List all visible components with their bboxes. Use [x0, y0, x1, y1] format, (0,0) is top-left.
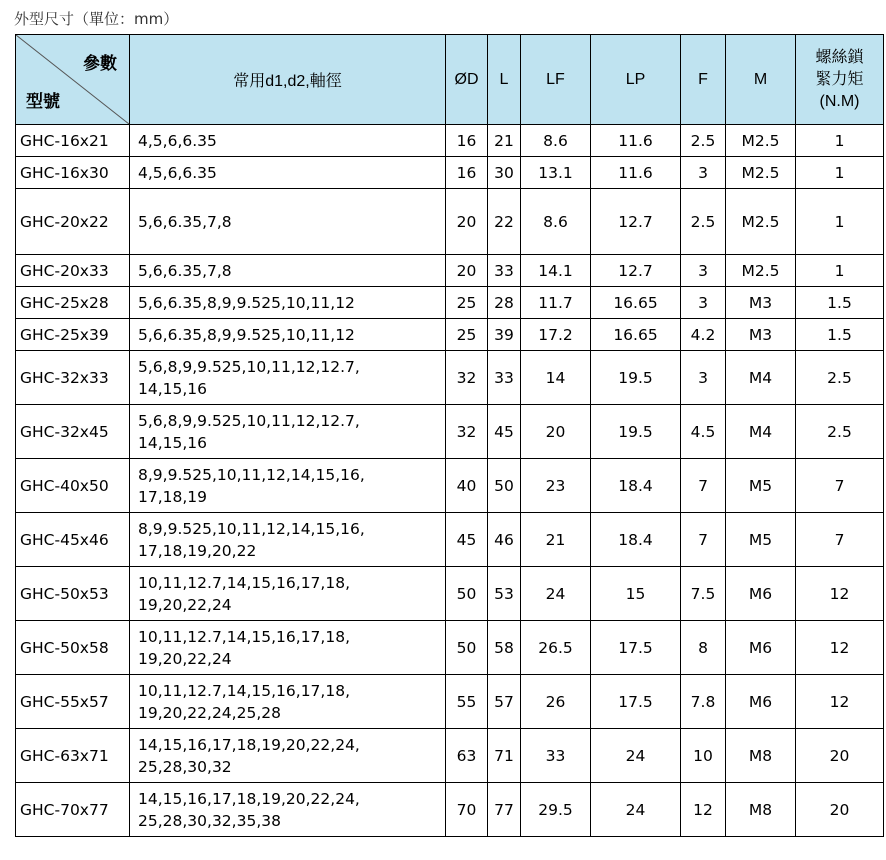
dimension-table — [15, 34, 884, 837]
lp-cell: 11.6 — [591, 125, 681, 157]
torque-cell: 2.5 — [796, 351, 884, 405]
l-cell: 28 — [488, 287, 521, 319]
f-cell: 7 — [681, 459, 726, 513]
f-cell: 2.5 — [681, 189, 726, 255]
shaft-diameters-line1: 5,6,6.35,7,8 — [138, 212, 232, 231]
torque-cell: 7 — [796, 459, 884, 513]
f-cell: 2.5 — [681, 125, 726, 157]
shaft-diameters-cell — [130, 567, 446, 621]
table-row — [16, 351, 884, 405]
torque-cell: 7 — [796, 513, 884, 567]
model-cell: GHC-45x46 — [16, 513, 130, 567]
shaft-diameters-line1: 14,15,16,17,18,19,20,22,24, — [138, 735, 360, 754]
table-row — [16, 459, 884, 513]
m-cell: M2.5 — [726, 125, 796, 157]
m-cell: M5 — [726, 513, 796, 567]
header-corner-cell — [16, 35, 130, 125]
torque-cell: 12 — [796, 567, 884, 621]
f-cell: 8 — [681, 621, 726, 675]
torque-cell: 2.5 — [796, 405, 884, 459]
lp-cell: 17.5 — [591, 621, 681, 675]
shaft-diameters-line1: 5,6,6.35,8,9,9.525,10,11,12 — [138, 293, 355, 312]
model-cell: GHC-20x33 — [16, 255, 130, 287]
f-cell: 7.8 — [681, 675, 726, 729]
shaft-diameters-cell — [130, 729, 446, 783]
od-cell: 16 — [446, 157, 488, 189]
shaft-diameters-line2: 19,20,22,24 — [138, 649, 232, 668]
l-cell: 45 — [488, 405, 521, 459]
shaft-diameters-cell — [130, 459, 446, 513]
lp-cell: 19.5 — [591, 405, 681, 459]
m-cell: M8 — [726, 729, 796, 783]
f-cell: 4.5 — [681, 405, 726, 459]
lp-cell: 19.5 — [591, 351, 681, 405]
f-cell: 7 — [681, 513, 726, 567]
model-cell: GHC-25x39 — [16, 319, 130, 351]
shaft-diameters-line2: 19,20,22,24 — [138, 595, 232, 614]
od-cell: 50 — [446, 567, 488, 621]
shaft-diameters-cell — [130, 621, 446, 675]
header-torque-line3: (N.M) — [819, 92, 860, 110]
torque-cell: 20 — [796, 729, 884, 783]
m-cell: M6 — [726, 675, 796, 729]
torque-cell: 1.5 — [796, 319, 884, 351]
lf-cell: 24 — [521, 567, 591, 621]
l-cell: 53 — [488, 567, 521, 621]
l-cell: 22 — [488, 189, 521, 255]
table-row — [16, 567, 884, 621]
torque-cell: 1.5 — [796, 287, 884, 319]
header-torque-line2: 緊力矩 — [815, 70, 864, 88]
torque-cell: 1 — [796, 255, 884, 287]
l-cell: 71 — [488, 729, 521, 783]
l-cell: 50 — [488, 459, 521, 513]
lp-cell: 12.7 — [591, 189, 681, 255]
header-param-label: 參數 — [83, 54, 117, 73]
lf-cell: 14 — [521, 351, 591, 405]
od-cell: 16 — [446, 125, 488, 157]
f-cell: 4.2 — [681, 319, 726, 351]
lf-cell: 14.1 — [521, 255, 591, 287]
od-cell: 55 — [446, 675, 488, 729]
torque-cell: 1 — [796, 157, 884, 189]
table-row — [16, 405, 884, 459]
shaft-diameters-line1: 5,6,8,9,9.525,10,11,12,12.7, — [138, 411, 360, 430]
shaft-diameters-line1: 5,6,6.35,7,8 — [138, 261, 232, 280]
model-cell: GHC-32x33 — [16, 351, 130, 405]
lf-cell: 8.6 — [521, 125, 591, 157]
lf-cell: 20 — [521, 405, 591, 459]
header-row — [16, 35, 884, 125]
shaft-diameters-line1: 5,6,6.35,8,9,9.525,10,11,12 — [138, 325, 355, 344]
lp-cell: 16.65 — [591, 319, 681, 351]
torque-cell: 12 — [796, 675, 884, 729]
lp-cell: 16.65 — [591, 287, 681, 319]
shaft-diameters-line1: 10,11,12.7,14,15,16,17,18, — [138, 681, 350, 700]
header-od: ØD — [446, 35, 488, 125]
shaft-diameters-line2: 25,28,30,32 — [138, 757, 232, 776]
od-cell: 20 — [446, 189, 488, 255]
lf-cell: 11.7 — [521, 287, 591, 319]
f-cell: 3 — [681, 157, 726, 189]
model-cell: GHC-16x21 — [16, 125, 130, 157]
shaft-diameters-cell — [130, 125, 446, 157]
shaft-diameters-cell — [130, 405, 446, 459]
shaft-diameters-line1: 4,5,6,6.35 — [138, 131, 217, 150]
shaft-diameters-line1: 8,9,9.525,10,11,12,14,15,16, — [138, 519, 365, 538]
torque-cell: 1 — [796, 189, 884, 255]
torque-cell: 12 — [796, 621, 884, 675]
shaft-diameters-line1: 14,15,16,17,18,19,20,22,24, — [138, 789, 360, 808]
header-model-label: 型號 — [26, 92, 60, 111]
shaft-diameters-line2: 19,20,22,24,25,28 — [138, 703, 281, 722]
lp-cell: 18.4 — [591, 459, 681, 513]
shaft-diameters-line2: 14,15,16 — [138, 379, 208, 398]
lp-cell: 17.5 — [591, 675, 681, 729]
shaft-diameters-line2: 17,18,19,20,22 — [138, 541, 257, 560]
header-torque — [796, 35, 884, 125]
l-cell: 58 — [488, 621, 521, 675]
f-cell: 3 — [681, 351, 726, 405]
l-cell: 57 — [488, 675, 521, 729]
m-cell: M8 — [726, 783, 796, 837]
lf-cell: 13.1 — [521, 157, 591, 189]
f-cell: 3 — [681, 255, 726, 287]
table-row — [16, 189, 884, 255]
shaft-diameters-line1: 5,6,8,9,9.525,10,11,12,12.7, — [138, 357, 360, 376]
table-row — [16, 319, 884, 351]
shaft-diameters-cell — [130, 351, 446, 405]
table-row — [16, 125, 884, 157]
shaft-diameters-cell — [130, 319, 446, 351]
header-f: F — [681, 35, 726, 125]
m-cell: M2.5 — [726, 255, 796, 287]
od-cell: 32 — [446, 351, 488, 405]
l-cell: 21 — [488, 125, 521, 157]
table-row — [16, 729, 884, 783]
l-cell: 30 — [488, 157, 521, 189]
model-cell: GHC-50x53 — [16, 567, 130, 621]
od-cell: 40 — [446, 459, 488, 513]
lf-cell: 29.5 — [521, 783, 591, 837]
m-cell: M6 — [726, 621, 796, 675]
table-row — [16, 157, 884, 189]
f-cell: 7.5 — [681, 567, 726, 621]
table-row — [16, 783, 884, 837]
shaft-diameters-cell — [130, 287, 446, 319]
shaft-diameters-line1: 8,9,9.525,10,11,12,14,15,16, — [138, 465, 365, 484]
shaft-diameters-cell — [130, 255, 446, 287]
header-lf: LF — [521, 35, 591, 125]
lf-cell: 23 — [521, 459, 591, 513]
od-cell: 70 — [446, 783, 488, 837]
table-row — [16, 255, 884, 287]
lp-cell: 18.4 — [591, 513, 681, 567]
header-torque-line1: 螺絲鎖 — [815, 48, 864, 66]
page-caption: 外型尺寸（單位：mm） — [14, 10, 179, 28]
m-cell: M4 — [726, 351, 796, 405]
shaft-diameters-cell — [130, 675, 446, 729]
lf-cell: 17.2 — [521, 319, 591, 351]
m-cell: M3 — [726, 319, 796, 351]
shaft-diameters-line2: 17,18,19 — [138, 487, 208, 506]
lf-cell: 26.5 — [521, 621, 591, 675]
m-cell: M5 — [726, 459, 796, 513]
l-cell: 46 — [488, 513, 521, 567]
model-cell: GHC-70x77 — [16, 783, 130, 837]
shaft-diameters-line2: 25,28,30,32,35,38 — [138, 811, 281, 830]
model-cell: GHC-25x28 — [16, 287, 130, 319]
m-cell: M3 — [726, 287, 796, 319]
torque-cell: 1 — [796, 125, 884, 157]
l-cell: 77 — [488, 783, 521, 837]
od-cell: 25 — [446, 319, 488, 351]
lf-cell: 8.6 — [521, 189, 591, 255]
od-cell: 50 — [446, 621, 488, 675]
model-cell: GHC-16x30 — [16, 157, 130, 189]
m-cell: M2.5 — [726, 157, 796, 189]
shaft-diameters-cell — [130, 513, 446, 567]
table-row — [16, 675, 884, 729]
lp-cell: 24 — [591, 783, 681, 837]
shaft-diameters-line1: 10,11,12.7,14,15,16,17,18, — [138, 573, 350, 592]
header-l: L — [488, 35, 521, 125]
shaft-diameters-cell — [130, 157, 446, 189]
m-cell: M6 — [726, 567, 796, 621]
model-cell: GHC-50x58 — [16, 621, 130, 675]
model-cell: GHC-20x22 — [16, 189, 130, 255]
lp-cell: 15 — [591, 567, 681, 621]
shaft-diameters-cell — [130, 783, 446, 837]
l-cell: 33 — [488, 255, 521, 287]
shaft-diameters-line1: 4,5,6,6.35 — [138, 163, 217, 182]
header-shaft: 常用d1,d2,軸徑 — [130, 35, 446, 125]
f-cell: 12 — [681, 783, 726, 837]
l-cell: 33 — [488, 351, 521, 405]
lf-cell: 33 — [521, 729, 591, 783]
table-row — [16, 621, 884, 675]
shaft-diameters-line2: 14,15,16 — [138, 433, 208, 452]
od-cell: 45 — [446, 513, 488, 567]
od-cell: 32 — [446, 405, 488, 459]
model-cell: GHC-63x71 — [16, 729, 130, 783]
lf-cell: 26 — [521, 675, 591, 729]
torque-cell: 20 — [796, 783, 884, 837]
shaft-diameters-cell — [130, 189, 446, 255]
f-cell: 10 — [681, 729, 726, 783]
lp-cell: 12.7 — [591, 255, 681, 287]
model-cell: GHC-55x57 — [16, 675, 130, 729]
l-cell: 39 — [488, 319, 521, 351]
header-lp: LP — [591, 35, 681, 125]
od-cell: 20 — [446, 255, 488, 287]
table-row — [16, 287, 884, 319]
model-cell: GHC-32x45 — [16, 405, 130, 459]
shaft-diameters-line1: 10,11,12.7,14,15,16,17,18, — [138, 627, 350, 646]
lp-cell: 11.6 — [591, 157, 681, 189]
model-cell: GHC-40x50 — [16, 459, 130, 513]
lf-cell: 21 — [521, 513, 591, 567]
m-cell: M2.5 — [726, 189, 796, 255]
f-cell: 3 — [681, 287, 726, 319]
od-cell: 25 — [446, 287, 488, 319]
lp-cell: 24 — [591, 729, 681, 783]
od-cell: 63 — [446, 729, 488, 783]
m-cell: M4 — [726, 405, 796, 459]
header-m: M — [726, 35, 796, 125]
table-row — [16, 513, 884, 567]
